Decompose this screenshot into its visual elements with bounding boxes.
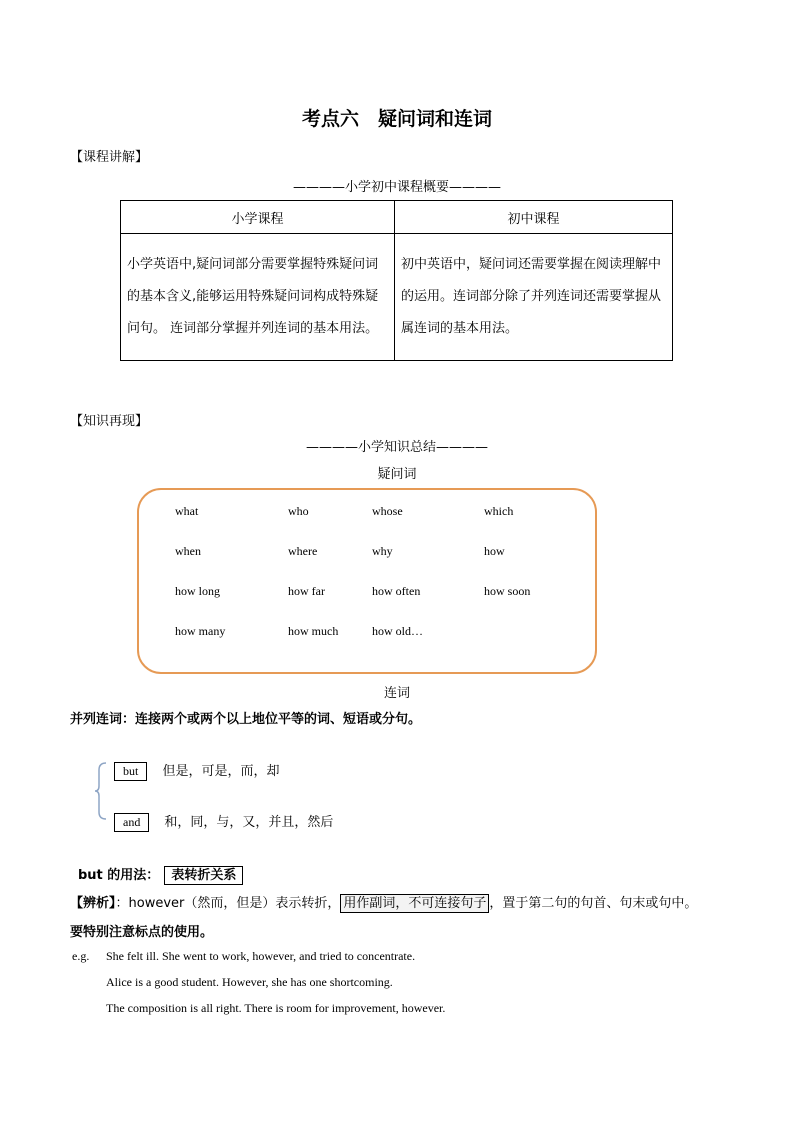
punctuation-note: 要特别注意标点的使用。 [70, 925, 214, 940]
conjunctions-label: 连词 [383, 686, 410, 701]
analysis-prefix: ：however（然而，但是）表示转折， [115, 896, 341, 911]
question-words-box [137, 488, 597, 674]
conj-row-but [114, 760, 279, 781]
section-label-knowledge: 【知识再现】 [70, 414, 149, 429]
question-word: how long [175, 584, 220, 598]
coordinating-definition: 并列连词：连接两个或两个以上地位平等的词、短语或分句。 [70, 712, 422, 727]
example-sentence: Alice is a good student. However, she has one shortcoming. [106, 975, 393, 989]
conj-meaning: 但是，可是，而，却 [162, 764, 280, 779]
example-sentence: She felt ill. She went to work, however, and tried to concentrate. [106, 949, 416, 963]
overview-heading: ————小学初中课程概要———— [292, 180, 501, 195]
table-cell-junior: 初中英语中，疑问词还需要掌握在阅读理解中的运用。连词部分除了并列连词还需要掌握从属连词的基本用法。 [395, 234, 673, 361]
but-usage-line [78, 864, 243, 883]
question-word: how [484, 544, 505, 558]
eg-label: e.g. [72, 949, 90, 963]
brace-icon [94, 762, 108, 820]
question-word: when [175, 544, 201, 558]
question-word: how many [175, 624, 226, 638]
course-table [120, 200, 673, 361]
question-word: who [288, 504, 309, 518]
analysis-suffix: ，置于第二句的句首、句末或句中。 [489, 896, 698, 911]
but-usage-box: 表转折关系 [164, 866, 243, 885]
conj-meaning: 和，同，与，又，并且，然后 [164, 815, 334, 830]
section-label-course: 【课程讲解】 [70, 150, 149, 165]
question-word: how soon [484, 584, 531, 598]
table-cell-primary: 小学英语中,疑问词部分需要掌握特殊疑问词的基本含义,能够运用特殊疑问词构成特殊疑问句。 连词部分掌握并列连词的基本用法。 [121, 234, 395, 361]
analysis-label: 【辨析】 [70, 896, 116, 911]
question-word: why [372, 544, 393, 558]
conj-row-and [114, 811, 333, 832]
question-words-label: 疑问词 [377, 467, 417, 482]
conj-word-box: but [114, 762, 147, 781]
table-header-primary: 小学课程 [121, 201, 395, 234]
example-sentence: The composition is all right. There is room for improvement, however. [106, 1001, 446, 1015]
analysis-boxed-text: 用作副词，不可连接句子 [340, 894, 489, 913]
question-word: how much [288, 624, 339, 638]
conj-word-box: and [114, 813, 149, 832]
question-word: whose [372, 504, 403, 518]
analysis-line [70, 892, 697, 911]
question-word: how often [372, 584, 421, 598]
question-word: what [175, 504, 199, 518]
question-word: where [288, 544, 318, 558]
question-word: how old… [372, 624, 423, 638]
table-header-junior: 初中课程 [395, 201, 673, 234]
page-title: 考点六 疑问词和连词 [301, 108, 492, 130]
but-usage-label: but 的用法： [78, 868, 160, 883]
question-word: how far [288, 584, 325, 598]
question-word: which [484, 504, 514, 518]
summary-heading: ————小学知识总结———— [305, 440, 488, 455]
